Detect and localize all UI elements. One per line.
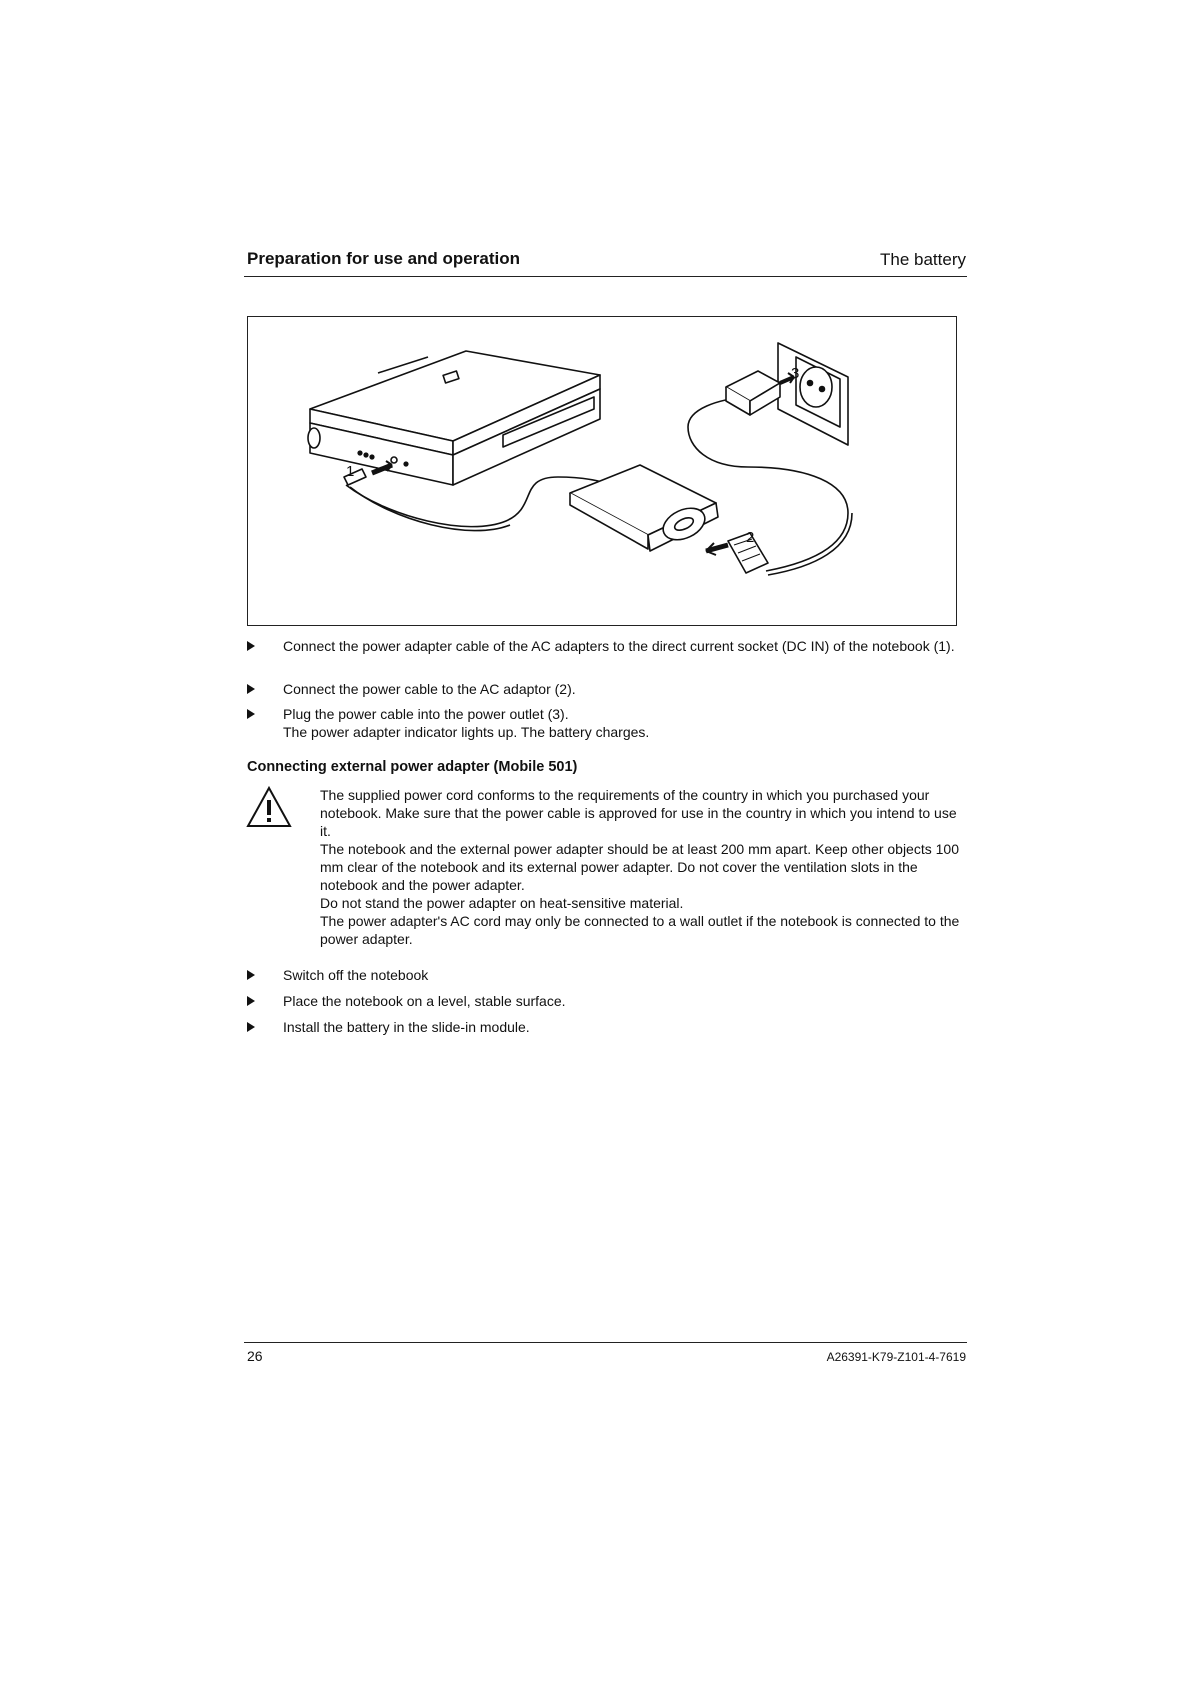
list-item [247, 1018, 967, 1036]
page-number: 26 [247, 1348, 263, 1364]
bullet-arrow-icon [247, 641, 255, 651]
step-text: Place the notebook on a level, stable surface. [283, 993, 566, 1009]
step-text: Connect the power adapter cable of the AC adapters to the direct current socket (DC IN) of the notebook (1). [283, 638, 955, 654]
notice-paragraph: The supplied power cord conforms to the requirements of the country in which you purchased your notebook. Make sure that the power cable is approved for use in the country in which you intend to use it. [320, 787, 957, 839]
bullet-arrow-icon [247, 684, 255, 694]
bullet-arrow-icon [247, 996, 255, 1006]
list-item [247, 705, 967, 741]
list-item [247, 992, 967, 1010]
callout-3: 3 [791, 365, 800, 382]
wall-outlet [778, 343, 848, 445]
bullet-arrow-icon [247, 970, 255, 980]
page-header-section: The battery [880, 250, 966, 269]
list-item [247, 680, 967, 698]
document-code: A26391-K79-Z101-4-7619 [826, 1350, 966, 1364]
list-item [247, 966, 967, 984]
bullet-arrow-icon [247, 1022, 255, 1032]
page-header-title: Preparation for use and operation [247, 249, 520, 268]
step-text: Switch off the notebook [283, 967, 429, 983]
bullet-arrow-icon [247, 709, 255, 719]
ac-adapter [570, 465, 718, 551]
step-note: The power adapter indicator lights up. The battery charges. [283, 724, 650, 740]
safety-notice [320, 786, 970, 948]
footer-divider [244, 1342, 967, 1343]
callout-2: 2 [746, 529, 755, 546]
step-text: Connect the power cable to the AC adaptor (2). [283, 681, 576, 697]
header-divider [244, 276, 967, 277]
section-subheading: Connecting external power adapter (Mobile 501) [247, 759, 578, 775]
notice-paragraph: Do not stand the power adapter on heat-sensitive material. [320, 895, 684, 911]
notice-paragraph: The notebook and the external power adapter should be at least 200 mm apart. Keep other objects 100 mm clear of the notebook and its external power adapter. Do not cover the ventilation slots in the notebook and the power adapter. [320, 841, 959, 893]
step-text: Install the battery in the slide-in module. [283, 1019, 530, 1035]
warning-triangle-icon [245, 785, 293, 829]
callout-1: 1 [346, 463, 355, 480]
list-item [247, 637, 967, 673]
connection-illustration [247, 316, 957, 626]
notice-paragraph: The power adapter's AC cord may only be connected to a wall outlet if the notebook is connected to the power adapter. [320, 913, 960, 947]
step-text: Plug the power cable into the power outlet (3). [283, 706, 569, 722]
